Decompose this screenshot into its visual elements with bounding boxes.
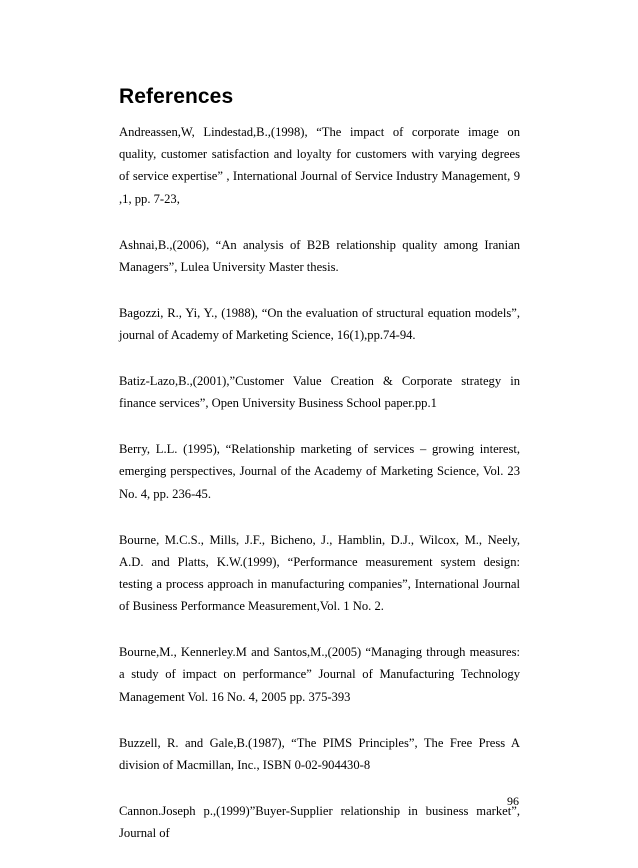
reference-entry: Bourne,M., Kennerley.M and Santos,M.,(2005) “Managing through measures: a study of impact on performance” Journal of Manufacturing Technology Management Vol. 16 No. 4, 2005 pp. 375-393 [119, 645, 520, 704]
page-number: 96 [507, 794, 519, 808]
reference-entry: Buzzell, R. and Gale,B.(1987), “The PIMS Principles”, The Free Press A division of Macmillan, Inc., ISBN 0-02-904430-8 [119, 735, 520, 772]
reference-entry: Andreassen,W, Lindestad,B.,(1998), “The impact of corporate image on quality, customer satisfaction and loyalty for customers with varying degrees of service expertise” , International Journal of Service Industry Management, 9 ,1, pp. 7-23, [119, 125, 520, 206]
page-heading: References [119, 85, 234, 108]
reference-entry: Bagozzi, R., Yi, Y., (1988), “On the evaluation of structural equation models”, journal of Academy of Marketing Science, 16(1),pp.74-94. [119, 305, 520, 343]
reference-entry: Ashnai,B.,(2006), “An analysis of B2B relationship quality among Iranian Managers”, Lulea University Master thesis. [119, 237, 520, 274]
reference-entry: Bourne, M.C.S., Mills, J.F., Bicheno, J., Hamblin, D.J., Wilcox, M., Neely, A.D. and Platts, K.W.(1999), “Performance measurement system design: testing a process approach in manufacturing companies”, International Journal of Business Performance Measurement,Vol. 1 No. 2. [119, 532, 520, 614]
reference-entry: Batiz-Lazo,B.,(2001),”Customer Value Creation & Corporate strategy in finance services”, Open University Business School paper.pp.1 [119, 374, 520, 411]
reference-list [119, 121, 520, 868]
reference-entry: Berry, L.L. (1995), “Relationship marketing of services – growing interest, emerging perspectives, Journal of the Academy of Marketing Science, Vol. 23 No. 4, pp. 236-45. [119, 442, 520, 501]
reference-entry: Cannon.Joseph p.,(1999)”Buyer-Supplier relationship in business market”, Journal of [119, 803, 520, 841]
